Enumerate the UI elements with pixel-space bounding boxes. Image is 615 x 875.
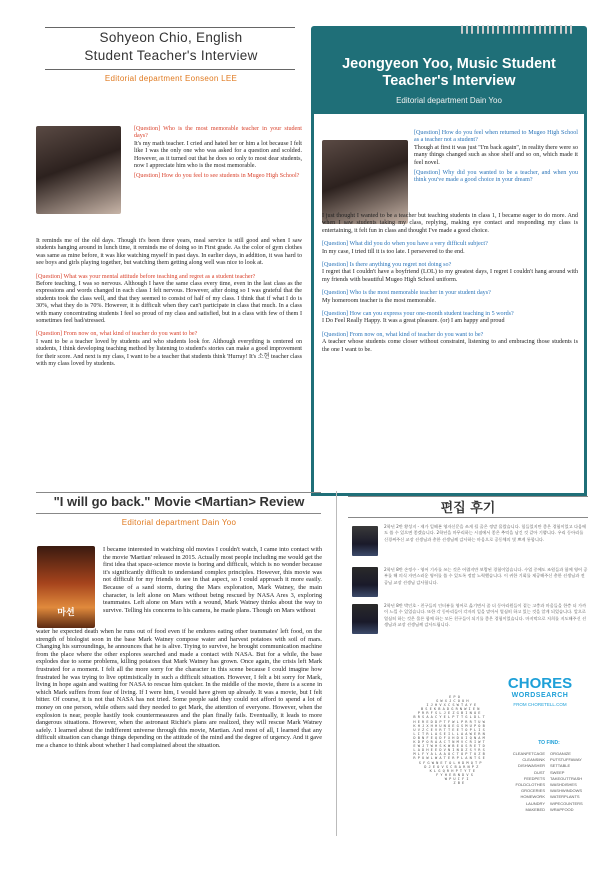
word-item: LAUNDRY: [525, 800, 545, 806]
spiral-binding-icon: [461, 21, 586, 31]
word-item: ORGANIZE: [550, 751, 571, 756]
title-rule-bottom: [45, 69, 295, 70]
byline-text: Editorial department Dain Yoo: [121, 518, 237, 527]
words-list-right: [550, 751, 590, 813]
title-line: Jeongyeon Yoo, Music Student: [342, 56, 556, 72]
word-item: WASHWINDOWS: [550, 788, 583, 794]
jeongyeon-qa-right: [414, 130, 578, 188]
word-item: WRAPFOOD: [550, 806, 574, 812]
wordsearch-subtitle: WORDSEARCH: [511, 692, 569, 699]
word-item: SWEEP: [550, 769, 565, 775]
word-item: WIPECOUNTERS: [550, 800, 583, 806]
answer-text: Before teaching, I was so nervous. Although I have the same class every time, even in the last class as the expressions and words changed in each class I felt nervous. However, after doing so I was grateful that the students took the class well, and that they seemed to consist of half of my class. I think that if what I do is 30%, what they do is 70%. However, it is difficult when they can't participate in class that much. In a class with many concentrating students I feel so proud of my class and satisfied, but in a class with few of them I sometimes feel bad/stressed.: [36, 281, 302, 325]
editor-note-2: 2학년 8반 손정수 - 영어 기사를 쓰는 것은 어렵지만 보람된 경험이었습니다. 수업 중에도 조원들과 함께 영어 공부를 해 의식 자연스러운 영어를 쓸 수 있도록 정말 노력했습니다. 이 귀한 기회를 제공해주신 총한 선생님과 전공님 교장 선생님 감사합니다.: [384, 567, 588, 585]
question-text: [Question] What was your mental attitude before teaching and regret as a student teacher?: [36, 273, 256, 280]
word-item: GROCERIES: [520, 788, 545, 794]
question-text: [Question] How can you express your one-month student teaching in 5 words?: [322, 311, 514, 318]
title-line: Teacher's Interview: [382, 73, 516, 89]
answer-text: I regret that I couldn't have a boyfriend (LOL) to my greatest days, I regret I couldn't hang around with my friends with beautiful Mugeo High School uniform.: [322, 269, 578, 283]
jeongyeon-qa-full: [322, 213, 578, 357]
word-item: CLEANSINK: [522, 757, 545, 763]
question-text: [Question] What did you do when you have a very difficult subject?: [322, 241, 488, 248]
sohyeon-qa-right: [134, 126, 302, 184]
interview-title-sohyeon: [40, 29, 302, 65]
byline-sohyeon: Editorial department Eonseon LEE: [104, 74, 238, 83]
movie-poster: [37, 546, 95, 628]
title-rule-top: [45, 27, 295, 28]
answer-text: In my case, I tried till it is too late. I persevered to the end.: [322, 248, 465, 255]
title-line: Sohyeon Chio, English: [99, 30, 243, 45]
answer-text: I just thought I wanted to be a teacher but teaching students in class 1, I became eager to do more. And when I saw students taking my class, replying, making eye contact and responding my class is entertaining, it felt fun in class and thought I've made a good choice.: [322, 213, 578, 234]
question-text: [Question] Who is the most memorable teacher in your student days?: [134, 126, 302, 140]
wordsearch-grid: E P O G W X J C O U H I J H V X C S W T A Y E B S E K B A D G R N W I E N P R R F S L J E Z G B I N O E B R S A A C Y E L P T T G L D L T H E R E D D P T F W L P R R T U W K H J X H H U N O E G S M U P O B U V Z C E V R T T E E T O P L I S L I T R L A S E I L L A A W E R N D B N F E Q D F X H D U I Q N A M K D P O R A A C T N M V C R I W T E W J T W H S K W B E O S R E T D L A D H E E D V N I N D Z S Y R S M L F Y A L A A O C T O P T U Z B R P U W L W A T E R P L A N T S E S F G W N E T O L H D M Q T P D J E O V S C B A R N P Z K L G Q R H P T Y T E F Y H E B N D V S W P U I F I Z B E: [413, 695, 485, 785]
answer-text: I Do Feel Really Happy. It was a great pleasure. (or) I am happy and proud: [322, 318, 505, 325]
word-item: FOLDCLOTHES: [515, 782, 545, 788]
review-rule-bottom: [36, 513, 321, 514]
answer-text: It's my math teacher. I cried and hated her or him a lot because I felt like I was the only one who was asked for a question and scolded. However, as it turned out that he does so only to most dear students, now I appreciate him who is the most memorable.: [134, 140, 302, 170]
question-text: [Question] From now on, what kind of teacher do you want to be?: [322, 331, 484, 338]
review-intro: I became interested in watching old movies I couldn't watch, I came into contact with the movie 'Martian' released in 2015. Actually most people including me would get the first idea that space-science movie is boring and difficult, which is no wonder because it's significantly difficult to understand complex principles. However, this movie was not difficult for my friends to see in that aspect, so I could approach it more easily. Because of a sand storm, during the Mars exploration, Mark Watney, the main character, is left alone on Mars without being rescued by NASA Ares 3, exploring teammates. Left alone on Mars with a wound, Mark Watney thinks about the way to survive. Telling his concerns to his camera, he made plans. Though on Mars without: [103, 546, 322, 614]
word-item: DISHWASHER: [518, 763, 545, 769]
byline-review: [36, 518, 322, 527]
review-rule-top: [36, 492, 321, 493]
byline-jeongyeon: Editorial department Dain Yoo: [396, 96, 502, 105]
word-item: CLEANFETCAGE: [512, 751, 545, 756]
to-find-label: TO FIND:: [538, 740, 560, 746]
question-text: [Question] Is there anything you regret not doing so?: [322, 262, 452, 269]
question-text: [Question] How do you feel when returned to Mugeo High School as a teacher not a student?: [414, 130, 578, 144]
portrait-photo-jeongyeon: [322, 140, 408, 224]
question-text: [Question] How do you feel to see students in Mugeo High School?: [134, 173, 300, 180]
wordsearch-title: CHORES: [507, 675, 573, 692]
word-item: SETTABLE: [550, 763, 571, 769]
answer-text: I want to be a teacher loved by students and who students look for. Although everything is centered on students, I think developing teaching method by listening to student's stories can make a good improvement for their score. And next is my class, I want to be a teacher that students think 'Hurray! It's 소현 teacher class with my class loved by students.: [36, 338, 302, 368]
question-text: [Question] Why did you wanted to be a teacher, and when you think you've made a good choice in your dream?: [414, 170, 578, 184]
word-item: DUST: [534, 769, 545, 775]
column-divider: [336, 491, 337, 836]
word-item: WASHDISHES: [550, 782, 577, 788]
editor-note-1: 2학년 2반 황성지 - 제가 일해본 영자신문을 쓰게 될 줄은 정말 몰랐습니다. 힘들었지만 좋은 경험이었고 다음에도 쓸 수 있으면 좋겠습니다. 2학년을 마무리하는 시점에서 좋은 추억을 남긴 것 같아 기쁩니다. 우리 동아리를 신경써주신 교장 선생님과 총한 선생님께 감사하는 마음으로 공동체의 빛 쁘게 통합니다.: [384, 524, 587, 542]
wordsearch-source: FROM CHORETELL.COM: [513, 702, 567, 707]
interview-title-jeongyeon: [311, 56, 587, 90]
poster-title: 마션: [57, 608, 75, 618]
sohyeon-qa-full: [36, 238, 302, 372]
word-item: HOMEWORK: [520, 794, 545, 800]
question-text: [Question] From now on, what kind of teacher do you want to be?: [36, 331, 198, 338]
answer-text: Though at first it was just "I'm back again", in reality there were so many things changed such as shoe shelf and so on, which made it feel novel.: [414, 144, 578, 166]
editor-photo-1: [352, 526, 378, 556]
review-title: "I will go back." Movie <Martian> Review: [53, 494, 305, 509]
notes-rule-bottom: [348, 517, 588, 518]
word-item: TAKEOUTTRASH: [550, 775, 583, 781]
word-item: WATERPLANTS: [550, 794, 580, 800]
portrait-photo-sohyeon: [36, 126, 121, 214]
word-item: PUTSTUFFAWAY: [550, 757, 582, 763]
answer-text: It reminds me of the old days. Though it's been three years, meal service is still good and when I saw students hanging around in lunch time, it reminds me of doing so in First grade. As the color of gym clothes was same as mine before, it was like watching myself in past days. In earlier days, in addition, it was hard to see boys and girls playing together, but watching them getting along well was nice to look at.: [36, 238, 302, 267]
answer-text: A teacher whose students come closer without constraint, listening to and embracing those students is the one I want to be.: [322, 339, 578, 353]
answer-text: My homeroom teacher is the most memorable.: [322, 297, 436, 304]
word-item: FEEDPETS: [523, 775, 545, 781]
words-list-left: [507, 751, 545, 813]
editor-photo-3: [352, 604, 378, 634]
editorial-notes-title: 편집 후기: [440, 501, 496, 516]
editor-photo-2: [352, 567, 378, 597]
editor-note-3: 2학년 8반 박인호 - 친구들의 인터뷰를 영어로 옮기면서 좀 더 동아리원들이 곁는 고충과 마음들을 한층 더 가까이 느낄 수 있었습니다. 또한 각 동아리들이 각자의 일을 맡아서 열심히 하고 있는 것을 알게 되었습니다. 앞으로 열심히 하는 것은 물론 함께 하는 모든 친구들이 되기를 좋은 경험이었습니다. 마지막으로 저희를 지도해주신 선생님과 교장 선생님께 감사드립니다.: [384, 603, 587, 628]
word-item: MAKEBED: [525, 806, 545, 812]
title-line: Student Teacher's Interview: [84, 48, 258, 63]
question-text: [Question] Who is the most memorable teacher in your student days?: [322, 290, 491, 297]
review-body: water he expected death when he runs out of food even if he endures eating other teammates' left food, on the strength of biologist soon in the base Mark Watney compose water and harvest potatoes with soil of mars. Changing his surroundings, he announces that he is alive. Trying to survive, he brought communication machine from the place where the other explores searched and made a contact with NASA. But for a while, the base explodes due to some problems, killing potatoes that Mark Watney has grown. Once again, the crisis left Mark frustrated for a moment. I felt all the more sorry for the character in this scene because I could imagine how frustrated he was trying to live optimistically in such a difficult situation. However, I felt a bit sorry for Mark, living in hope again and waiting for NASA to rescue him quicker. In the middle of the movie, there is a scene in which Mark suffers from fear of living. If I were him, I would have given up already. It was a movie, but I felt bitter. Of course, it is not that NASA has not tried. Some people said they could not afford to spend a lot of money on one person, while others said they needed to get Mark, the attention of everyone. However, when the explosion is near, people hastily took countermeasures and the plan finally fails. Eventually, it leads to more dangerous situations. However, when the astronaut Richie's plans are realized, they will rescue Mark Watney safely. I learned about the indifferent universe through this movie, Martian. And most of all, I learned that any difficult situation can change things depending on the attitude of the mind and the degree of urgency. And it gave me a chance to think about whether I had complained about the situation.: [36, 628, 322, 749]
